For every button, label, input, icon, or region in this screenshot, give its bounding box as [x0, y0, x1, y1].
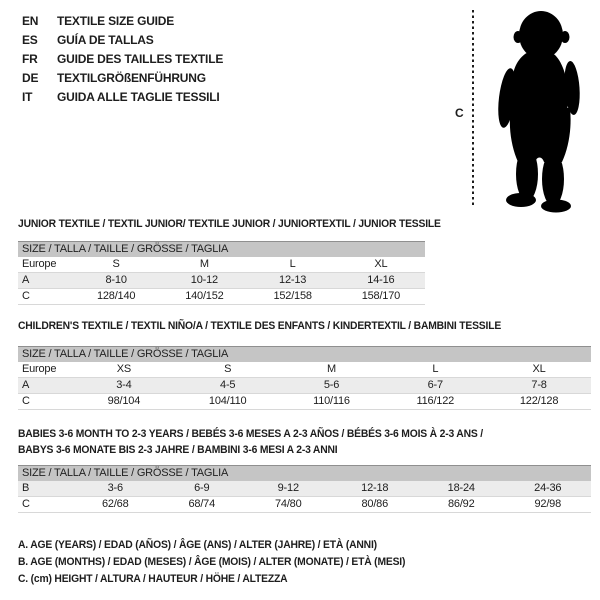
- table-cell: 3-4: [116, 379, 132, 391]
- row-label: A: [22, 274, 30, 286]
- table-cell: 6-9: [194, 482, 210, 494]
- table-cell: 116/122: [416, 395, 455, 407]
- table-cell: 14-16: [367, 274, 395, 286]
- section-title-junior: JUNIOR TEXTILE / TEXTIL JUNIOR/ TEXTILE JUNIOR / JUNIORTEXTIL / JUNIOR TESSILE: [18, 218, 441, 230]
- table-cell: XL: [532, 363, 546, 375]
- size-header-bar: SIZE / TALLA / TAILLE / GRÖSSE / TAGLIA: [18, 346, 591, 362]
- lang-code: EN: [22, 14, 39, 28]
- row-label: C: [22, 290, 30, 302]
- table-cell: 68/74: [188, 498, 216, 510]
- size-header-bar: SIZE / TALLA / TAILLE / GRÖSSE / TAGLIA: [18, 241, 425, 257]
- table-row-europe: [18, 257, 425, 273]
- childrens-textile-section: [18, 321, 591, 410]
- table-cell: 62/68: [101, 498, 129, 510]
- section-title-line-2: BABYS 3-6 MONATE BIS 2-3 JAHRE / BAMBINI 3-6 MESI A 2-3 ANNI: [18, 444, 338, 456]
- table-cell: L: [432, 363, 439, 375]
- table-cell: 158/170: [361, 290, 401, 302]
- row-label: A: [22, 379, 30, 391]
- table-row-age: [18, 378, 591, 394]
- table-cell: M: [199, 258, 209, 270]
- table-cell: M: [327, 363, 336, 375]
- table-cell: 12-18: [361, 482, 389, 494]
- lang-code: DE: [22, 71, 39, 85]
- table-cell: 104/110: [208, 395, 247, 407]
- table-cell: 8-10: [105, 274, 127, 286]
- size-header-bar: SIZE / TALLA / TAILLE / GRÖSSE / TAGLIA: [18, 465, 591, 481]
- row-label: C: [22, 395, 30, 407]
- language-title-list: [22, 12, 223, 107]
- table-row-age: [18, 273, 425, 289]
- lang-title: GUIDA ALLE TAGLIE TESSILI: [57, 90, 220, 104]
- lang-row-fr: [22, 50, 223, 69]
- table-cell: XS: [116, 363, 132, 375]
- section-title-line-1: BABIES 3-6 MONTH TO 2-3 YEARS / BEBÉS 3-6 MESES A 2-3 AÑOS / BÉBÉS 3-6 MOIS À 2-3 ANS /: [18, 428, 483, 440]
- table-cell: 152/158: [273, 290, 312, 302]
- table-row-height: [18, 497, 591, 513]
- lang-title: GUIDE DES TAILLES TEXTILE: [57, 52, 224, 66]
- table-row-europe: [18, 362, 591, 378]
- lang-code: ES: [22, 33, 38, 47]
- row-label: Europe: [22, 363, 57, 375]
- height-measure-dashed-line: [472, 10, 474, 208]
- baby-silhouette-icon: [487, 8, 597, 213]
- footnote-a: A. AGE (YEARS) / EDAD (AÑOS) / ÂGE (ANS) / ALTER (JAHRE) / ETÀ (ANNI): [18, 539, 377, 551]
- lang-title: TEXTILE SIZE GUIDE: [57, 14, 175, 28]
- table-cell: 92/98: [534, 498, 562, 510]
- table-cell: 140/152: [185, 290, 224, 302]
- table-cell: 6-7: [427, 379, 443, 391]
- footnote-c: C. (cm) HEIGHT / ALTURA / HAUTEUR / HÖHE / ALTEZZA: [18, 573, 288, 585]
- table-cell: L: [289, 258, 296, 270]
- lang-row-en: [22, 12, 223, 31]
- table-cell: 5-6: [323, 379, 340, 391]
- table-cell: 24-36: [534, 482, 562, 494]
- table-row-age-months: [18, 481, 591, 497]
- lang-code: IT: [22, 90, 33, 104]
- table-cell: 9-12: [277, 482, 299, 494]
- footnote-b: B. AGE (MONTHS) / EDAD (MESES) / ÂGE (MOIS) / ALTER (MONATE) / ETÀ (MESI): [18, 556, 406, 568]
- table-cell: 18-24: [447, 482, 475, 494]
- table-cell: 110/116: [313, 395, 350, 407]
- table-cell: XL: [374, 258, 388, 270]
- junior-textile-section: [18, 218, 441, 305]
- section-title-childrens: CHILDREN'S TEXTILE / TEXTIL NIÑO/A / TEXTILE DES ENFANTS / KINDERTEXTIL / BAMBINI TESSILE: [18, 320, 502, 332]
- table-cell: 80/86: [361, 498, 389, 510]
- lang-code: FR: [22, 52, 38, 66]
- lang-row-de: [22, 69, 223, 88]
- lang-row-es: [22, 31, 223, 50]
- table-cell: 10-12: [190, 274, 218, 286]
- legend-footnotes: [18, 537, 430, 588]
- babies-textile-section: [18, 426, 591, 513]
- table-row-height: [18, 289, 425, 305]
- height-measure-label: C: [455, 106, 464, 120]
- table-cell: S: [224, 363, 232, 375]
- lang-title: GUÍA DE TALLAS: [57, 33, 154, 47]
- table-cell: 7-8: [531, 379, 547, 391]
- row-label: Europe: [22, 258, 57, 270]
- table-cell: 128/140: [96, 290, 136, 302]
- table-cell: 74/80: [274, 498, 302, 510]
- table-cell: S: [112, 258, 120, 270]
- table-cell: 12-13: [279, 274, 307, 286]
- table-cell: 3-6: [107, 482, 123, 494]
- row-label: B: [22, 482, 30, 494]
- lang-title: TEXTILGRÖßENFÜHRUNG: [57, 71, 206, 85]
- table-cell: 4-5: [220, 379, 236, 391]
- table-cell: 122/128: [519, 395, 559, 407]
- table-cell: 86/92: [447, 498, 475, 510]
- row-label: C: [22, 498, 30, 510]
- lang-row-it: [22, 88, 223, 107]
- table-cell: 98/104: [107, 395, 141, 407]
- section-title-babies: [18, 426, 591, 458]
- table-row-height: [18, 394, 591, 410]
